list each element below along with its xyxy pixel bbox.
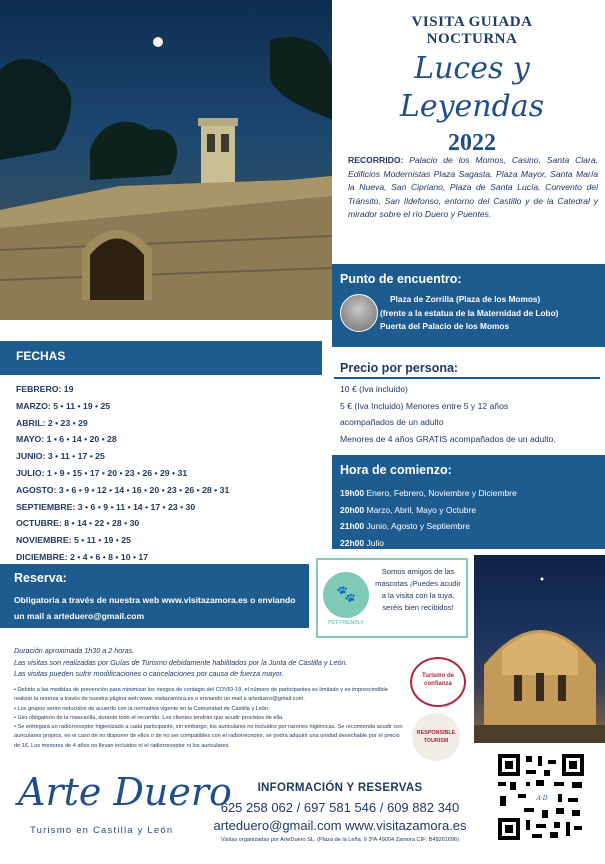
month-days: 3 • 6 • 9 • 12 • 14 • 16 • 20 • 23 • 26 • 28 • 31 <box>58 484 230 495</box>
date-row <box>16 515 326 532</box>
month-label: OCTUBRE: <box>16 518 62 529</box>
month-days: 8 • 14 • 22 • 28 • 30 <box>64 518 140 529</box>
month-label: MAYO: <box>16 434 45 445</box>
date-row <box>16 532 326 549</box>
start-time: 19h00 <box>340 488 365 498</box>
start-time: 20h00 <box>340 504 365 515</box>
meeting-point-title: Punto de encuentro: <box>340 272 462 286</box>
organizer-footer: Visitas organizadas por ArteDuero SL. (Plaza de la Leña, 9 3ºA 49004 Zamora CIF: B49261696) <box>220 837 460 843</box>
start-time-months: Julio <box>366 537 384 548</box>
month-days: 3 • 11 • 17 • 25 <box>47 451 105 462</box>
date-row <box>16 465 326 482</box>
booking-title: Reserva: <box>14 571 67 585</box>
start-time-row <box>340 485 602 502</box>
price-line: Menores de 4 años GRATIS acompañados de un adulto. <box>340 433 556 444</box>
covid-note: • Los grupos serán reducidos de acuerdo con la normativa vigente en la Comunidad de Castilla y León. <box>14 705 270 712</box>
meeting-point-line: Plaza de Zorrilla (Plaza de los Momos) <box>390 294 541 304</box>
start-time-title: Hora de comienzo: <box>340 463 452 477</box>
castle-illustration <box>0 0 332 320</box>
church-night-photo <box>474 555 605 743</box>
month-days: 3 • 6 • 9 • 11 • 14 • 17 • 23 • 30 <box>77 501 196 512</box>
month-days: 19 <box>63 384 74 394</box>
qr-code[interactable] <box>496 752 586 842</box>
start-time-row <box>340 535 602 552</box>
date-row <box>16 381 326 398</box>
start-time-panel <box>332 455 605 549</box>
info-title: INFORMACIÓN Y RESERVAS <box>257 782 423 794</box>
dates-list <box>16 381 326 566</box>
price-line: 10 € (Iva incluido) <box>340 384 408 394</box>
responsible-tourism-label: RESPONSIBLE TOURISM <box>416 730 456 744</box>
recorrido-label: RECORRIDO: <box>348 155 404 165</box>
svg-text:A·D: A·D <box>536 795 548 802</box>
month-label: AGOSTO: <box>16 484 57 495</box>
info-block <box>190 782 490 843</box>
covid-notes <box>14 686 404 751</box>
statue-thumbnail <box>340 294 378 332</box>
booking-text[interactable]: Obligatoria a través de nuestra web www.visitazamora.es o enviando un mail a arteduero@gmail.com <box>14 595 296 621</box>
meeting-point-line: (frente a la estatua de la Maternidad de Lobo) <box>380 307 559 318</box>
church-illustration <box>474 555 605 743</box>
dates-header <box>0 341 322 375</box>
note-line: Duración aproximada 1h30 a 2 horas. <box>14 646 135 655</box>
pet-friendly-badge-label: PET FRIENDLY <box>328 620 364 626</box>
date-row <box>16 482 326 499</box>
start-time: 21h00 <box>340 521 365 531</box>
month-days: 2 • 4 • 6 • 8 • 10 • 17 <box>70 551 149 562</box>
price-divider <box>334 377 600 379</box>
start-time-row <box>340 518 602 535</box>
month-label: SEPTIEMBRE: <box>16 501 76 512</box>
arte-duero-logo <box>18 768 232 848</box>
month-label: FEBRERO: <box>16 384 62 394</box>
contact-links[interactable]: arteduero@gmail.com www.visitazamora.es <box>213 818 467 833</box>
trust-seal-label: Turismo de confianza <box>422 673 454 687</box>
night-castle-photo <box>0 0 332 320</box>
trust-seal <box>410 657 466 707</box>
booking-panel <box>0 564 309 628</box>
price-line: acompañados de un adulto <box>340 417 444 427</box>
pet-friendly-box <box>316 558 468 638</box>
recorrido-body: Palacio de los Momos, Casino, Santa Clara, Edificios Modernistas Plaza Sagasta, Plaza Mayor, Santa María la Nueva, San Cipriano, Plaza de Santa Lucía, Convento del Tránsito, San Ildefonso, entorno del Castillo y de la Catedral y mirador sobre el río Duero y Puentes. <box>348 155 598 219</box>
paw-icon: 🐾 <box>336 586 356 603</box>
title-block <box>338 14 605 157</box>
month-label: ABRIL: <box>16 417 46 428</box>
start-time-months: Junio, Agosto y Septiembre <box>366 521 470 531</box>
qr-code-graphic <box>496 752 586 842</box>
month-label: DICIEMBRE: <box>16 551 68 562</box>
month-days: 5 • 11 • 19 • 25 <box>73 535 131 546</box>
recorrido-text <box>348 154 598 222</box>
title-line-2: NOCTURNA <box>426 31 518 47</box>
covid-note: • Debido a las medidas de prevención para minimizar los riesgos de contagio del COVID-19, el número de participantes es limitado y es imprescindible realizar la reserva a través de nuestra página web www. visitazamora.es o enviando un mail a arteduero@gmail.com. <box>14 687 388 703</box>
start-time: 22h00 <box>340 537 365 548</box>
note-line: Las visitas pueden sufrir modificaciones o cancelaciones por causa de fuerza mayor. <box>14 669 284 678</box>
start-time-months: Enero, Febrero, Noviembre y Diciembre <box>366 488 517 498</box>
month-days: 5 • 11 • 19 • 25 <box>53 400 111 411</box>
month-label: JULIO: <box>16 467 45 478</box>
price-title: Precio por persona: <box>340 361 459 375</box>
month-label: MARZO: <box>16 400 51 411</box>
covid-note: • Se entregará un radiorreceptor higienizado a cada participante, sin embargo, los auriculares no incluidos por razones higiénicas. Se recomienda acudir con auriculares propios, en el caso de no disponer de ellos o de no ser compatibles con el radiorreceptor, se podrá adquirir una unidad desechable por el precio de 1€. Los menores de 4 años no llevan incluidos ni el radiorreceptor ni los auriculares. <box>14 724 403 749</box>
logo-name: Arte Duero <box>18 770 232 814</box>
meeting-point-line: Puerta del Palacio de los Momos <box>380 321 510 331</box>
start-time-months: Marzo, Abril, Mayo y Octubre <box>366 504 477 515</box>
date-row <box>16 431 326 448</box>
meeting-point-panel <box>332 264 605 347</box>
note-line: Las visitas son realizadas por Guías de Turismo debidamente habilitados por la Junta de Castilla y León. <box>14 657 348 667</box>
responsible-tourism-seal <box>412 713 460 761</box>
start-time-row <box>340 502 602 519</box>
pet-friendly-text: Somos amigos de las mascotas ¡Puedes acudir a la visita con la tuya, seréis bien recibidos! <box>375 567 461 612</box>
month-label: JUNIO: <box>16 451 46 462</box>
title-line-1: VISITA GUIADA <box>411 14 533 30</box>
price-line: 5 € (Iva Incluido) Menores entre 5 y 12 años <box>340 400 509 411</box>
logo-subtitle: Turismo en Castilla y León <box>30 825 174 836</box>
dates-title: FECHAS <box>16 349 66 363</box>
pet-friendly-badge <box>323 572 369 618</box>
moon <box>153 37 163 47</box>
covid-note: • Uso obligatorio de la mascarilla, durante todo el recorrido. Los clientes tendrán que acudir provistos de ella. <box>14 714 284 721</box>
date-row <box>16 499 326 516</box>
phone-numbers[interactable]: 625 258 062 / 697 581 546 / 609 882 340 <box>220 800 460 815</box>
month-days: 1 • 9 • 15 • 17 • 20 • 23 • 26 • 29 • 31 <box>46 467 188 478</box>
date-row <box>16 448 326 465</box>
month-days: 2 • 23 • 29 <box>47 417 88 428</box>
price-list <box>340 381 602 447</box>
year: 2022 <box>448 130 496 156</box>
month-label: NOVIEMBRE: <box>16 535 72 546</box>
month-days: 1 • 6 • 14 • 20 • 28 <box>46 434 117 445</box>
date-row <box>16 415 326 432</box>
script-title: Luces y Leyendas <box>399 51 545 124</box>
visit-notes <box>14 645 404 680</box>
date-row <box>16 398 326 415</box>
